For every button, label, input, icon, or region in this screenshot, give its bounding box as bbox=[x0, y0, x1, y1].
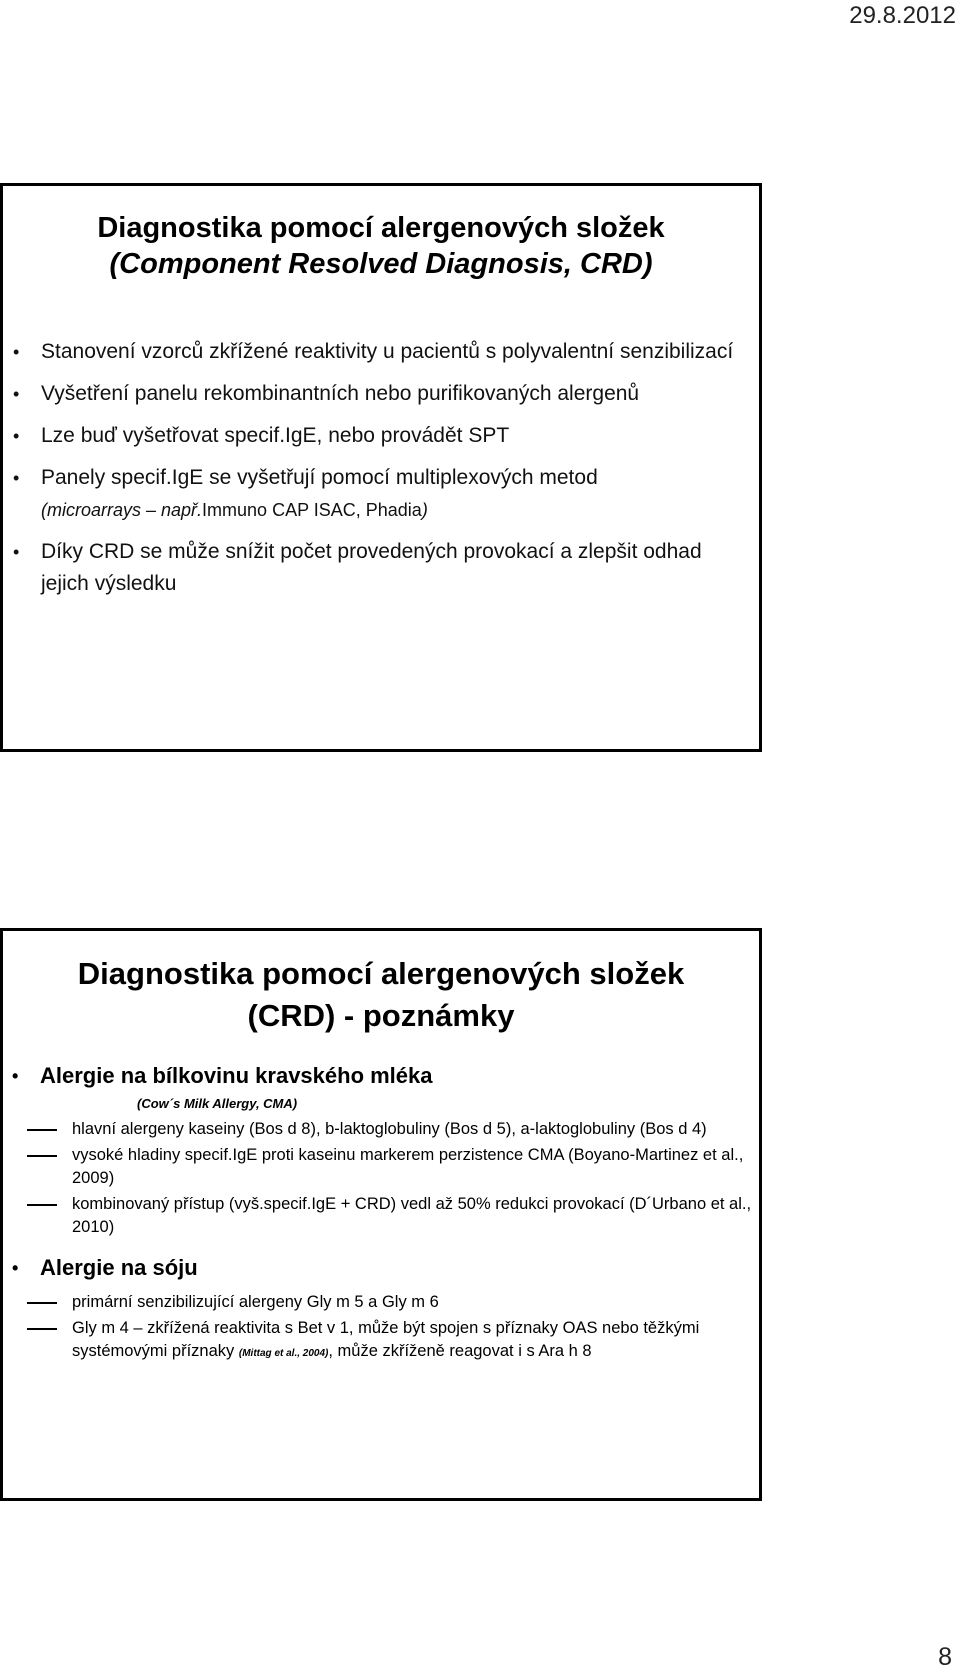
bullet-icon: • bbox=[12, 1258, 19, 1278]
sublist-item bbox=[3, 1118, 755, 1141]
section-heading: Alergie na sóju bbox=[40, 1255, 198, 1280]
milk-allergy-sublist bbox=[3, 1118, 755, 1239]
list-item bbox=[3, 462, 753, 526]
dash-icon bbox=[27, 1328, 57, 1330]
slide2-body bbox=[3, 1061, 755, 1365]
list-item bbox=[3, 336, 753, 368]
note-start: (microarrays – např. bbox=[41, 500, 203, 520]
section-milk-allergy bbox=[3, 1061, 755, 1091]
sublist-item bbox=[3, 1144, 755, 1190]
note-end: ) bbox=[421, 500, 428, 520]
dash-icon bbox=[27, 1129, 57, 1131]
slide2-title bbox=[3, 953, 759, 1037]
section-soy-allergy bbox=[3, 1253, 755, 1283]
sublist-item-text-end: , může zkříženě reagovat i s Ara h 8 bbox=[328, 1342, 592, 1360]
slide1-subtitle: (Component Resolved Diagnosis, CRD) bbox=[109, 248, 653, 280]
slide-crd-notes bbox=[0, 928, 762, 1501]
section-note: (Cow´s Milk Allergy, CMA) bbox=[137, 1096, 298, 1111]
bullet-icon: • bbox=[12, 1066, 19, 1086]
sublist-item-text: primární senzibilizující alergeny Gly m 5 a Gly m 6 bbox=[72, 1293, 439, 1311]
sublist-item-text: Gly m 4 – zkřížená reaktivita s Bet v 1, může být spojen s příznaky OAS nebo těžkými systémovými příznaky bbox=[72, 1319, 700, 1360]
list-item-text: Panely specif.IgE se vyšetřují pomocí multiplexových metod bbox=[41, 466, 598, 489]
dash-icon bbox=[27, 1302, 57, 1304]
list-item-text: Stanovení vzorců zkřížené reaktivity u pacientů s polyvalentní senzibilizací bbox=[41, 340, 734, 363]
slide2-title-line2: (CRD) - poznámky bbox=[247, 998, 515, 1033]
list-item bbox=[3, 378, 753, 410]
page-date: 29.8.2012 bbox=[849, 2, 956, 29]
list-item-text: Díky CRD se může snížit počet provedených provokací a zlepšit odhad jejich výsledku bbox=[41, 540, 702, 595]
citation: (Mittag et al., 2004) bbox=[238, 1348, 329, 1359]
page-number: 8 bbox=[938, 1643, 952, 1671]
sublist-item-text: vysoké hladiny specif.IgE proti kaseinu markerem perzistence CMA (Boyano-Martinez et al., 2009) bbox=[72, 1146, 744, 1187]
dash-icon bbox=[27, 1155, 57, 1157]
dash-icon bbox=[27, 1204, 57, 1206]
list-item-text: Lze buď vyšetřovat specif.IgE, nebo provádět SPT bbox=[41, 424, 510, 447]
sublist-item bbox=[3, 1317, 755, 1365]
list-item bbox=[3, 420, 753, 452]
bullet-icon: • bbox=[13, 426, 20, 446]
bullet-icon: • bbox=[13, 468, 20, 488]
slide1-title bbox=[3, 210, 759, 282]
sublist-item-text: hlavní alergeny kaseiny (Bos d 8), b-laktoglobuliny (Bos d 5), a-laktoglobuliny (Bos d 4) bbox=[72, 1120, 707, 1138]
sublist-item bbox=[3, 1291, 755, 1314]
list-item bbox=[3, 536, 753, 600]
list-item-text: Vyšetření panelu rekombinantních nebo purifikovaných alergenů bbox=[41, 382, 640, 405]
slide2-title-line1: Diagnostika pomocí alergenových složek bbox=[77, 956, 685, 991]
bullet-icon: • bbox=[13, 384, 20, 404]
slide1-bullet-list bbox=[3, 336, 753, 610]
note-method: Immuno CAP ISAC, Phadia bbox=[202, 500, 422, 520]
list-item-note bbox=[41, 500, 428, 520]
section-heading: Alergie na bílkovinu kravského mléka bbox=[40, 1063, 433, 1088]
soy-allergy-sublist bbox=[3, 1291, 755, 1365]
sublist-item bbox=[3, 1193, 755, 1239]
bullet-icon: • bbox=[13, 542, 20, 562]
slide1-title-main: Diagnostika pomocí alergenových složek bbox=[97, 212, 665, 244]
slide-crd-overview bbox=[0, 183, 762, 752]
sublist-item-text: kombinovaný přístup (vyš.specif.IgE + CRD) vedl až 50% redukci provokací (D´Urbano et al., 2010) bbox=[72, 1195, 752, 1236]
bullet-icon: • bbox=[13, 342, 20, 362]
